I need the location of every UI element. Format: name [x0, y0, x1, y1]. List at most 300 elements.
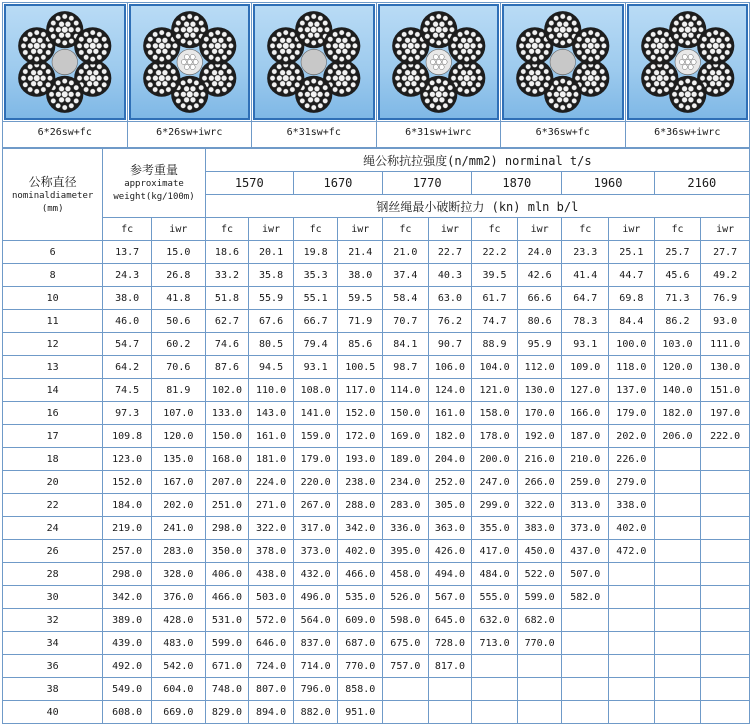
diameter-cell: 34: [3, 632, 103, 655]
weight-cell: 24.3: [103, 264, 152, 287]
breaking-load-cell: 598.0: [383, 609, 429, 632]
weight-cell: 483.0: [151, 632, 205, 655]
breaking-load-cell: 238.0: [338, 471, 383, 494]
weight-cell: 389.0: [103, 609, 152, 632]
breaking-load-cell: 62.7: [205, 310, 249, 333]
diameter-cell: 32: [3, 609, 103, 632]
weight-cell: 376.0: [151, 586, 205, 609]
breaking-load-cell: [609, 701, 655, 724]
breaking-load-cell: 526.0: [383, 586, 429, 609]
breaking-load-cell: [701, 494, 750, 517]
breaking-load-cell: 406.0: [205, 563, 249, 586]
breaking-load-cell: 770.0: [338, 655, 383, 678]
breaking-load-cell: 79.4: [293, 333, 338, 356]
breaking-load-cell: [562, 609, 609, 632]
table-row: [3, 241, 750, 264]
breaking-load-cell: 112.0: [517, 356, 562, 379]
breaking-load-cell: 179.0: [609, 402, 655, 425]
weight-cell: 428.0: [151, 609, 205, 632]
breaking-load-cell: 33.2: [205, 264, 249, 287]
breaking-load-cell: [654, 655, 701, 678]
breaking-load-cell: 216.0: [517, 448, 562, 471]
breaking-load-cell: 42.6: [517, 264, 562, 287]
breaking-load-cell: 27.7: [701, 241, 750, 264]
breaking-load-cell: 181.0: [249, 448, 294, 471]
table-row: [3, 701, 750, 724]
breaking-load-cell: 59.5: [338, 287, 383, 310]
breaking-load-cell: 45.6: [654, 264, 701, 287]
breaking-load-cell: 78.3: [562, 310, 609, 333]
breaking-load-cell: 70.7: [383, 310, 429, 333]
diameter-cell: 38: [3, 678, 103, 701]
weight-cell: 257.0: [103, 540, 152, 563]
breaking-load-cell: [609, 678, 655, 701]
grade-header: 1870: [472, 172, 562, 195]
breaking-load-cell: [701, 632, 750, 655]
breaking-load-cell: 796.0: [293, 678, 338, 701]
breaking-load-cell: 202.0: [609, 425, 655, 448]
breaking-load-cell: 210.0: [562, 448, 609, 471]
weight-cell: 109.8: [103, 425, 152, 448]
breaking-load-cell: 76.9: [701, 287, 750, 310]
breaking-load-cell: 170.0: [517, 402, 562, 425]
breaking-load-cell: 94.5: [249, 356, 294, 379]
breaking-load-cell: 507.0: [562, 563, 609, 586]
grade-header: 1670: [293, 172, 382, 195]
weight-cell: 120.0: [151, 425, 205, 448]
diameter-unit: (mm): [41, 203, 64, 214]
weight-cell: 342.0: [103, 586, 152, 609]
breaking-load-cell: 645.0: [428, 609, 472, 632]
grade-header: 2160: [654, 172, 749, 195]
breaking-load-cell: 322.0: [249, 517, 294, 540]
breaking-load-cell: 200.0: [472, 448, 518, 471]
weight-cell: 26.8: [151, 264, 205, 287]
weight-cell: 219.0: [103, 517, 152, 540]
breaking-load-cell: 395.0: [383, 540, 429, 563]
breaking-load-cell: 338.0: [609, 494, 655, 517]
breaking-load-cell: 151.0: [701, 379, 750, 402]
breaking-load-cell: 88.9: [472, 333, 518, 356]
core-type-header: iwr: [151, 218, 205, 241]
breaking-load-cell: 858.0: [338, 678, 383, 701]
diameter-cell: 13: [3, 356, 103, 379]
core-type-header: iwr: [609, 218, 655, 241]
breaking-load-cell: 22.7: [428, 241, 472, 264]
breaking-load-cell: 322.0: [517, 494, 562, 517]
rope-figure-cell: [127, 3, 252, 148]
table-row: [3, 632, 750, 655]
breaking-load-cell: 458.0: [383, 563, 429, 586]
breaking-load-cell: 93.0: [701, 310, 750, 333]
rope-figure-caption: 6*26sw+iwrc: [128, 121, 252, 145]
table-row: [3, 356, 750, 379]
weight-cell: 46.0: [103, 310, 152, 333]
breaking-load-cell: 599.0: [205, 632, 249, 655]
breaking-load-cell: 687.0: [338, 632, 383, 655]
breaking-load-cell: 437.0: [562, 540, 609, 563]
core-type-header: iwr: [249, 218, 294, 241]
breaking-load-cell: 168.0: [205, 448, 249, 471]
rope-figure-caption: 6*26sw+fc: [3, 121, 127, 145]
breaking-load-cell: [701, 701, 750, 724]
breaking-load-cell: 675.0: [383, 632, 429, 655]
breaking-load-cell: 770.0: [517, 632, 562, 655]
weight-cell: 608.0: [103, 701, 152, 724]
diameter-cell: 6: [3, 241, 103, 264]
breaking-load-cell: 383.0: [517, 517, 562, 540]
breaking-load-cell: 71.3: [654, 287, 701, 310]
breaking-load-cell: 80.5: [249, 333, 294, 356]
breaking-load-cell: 572.0: [249, 609, 294, 632]
core-type-header: fc: [383, 218, 429, 241]
breaking-load-cell: 251.0: [205, 494, 249, 517]
breaking-load-cell: 807.0: [249, 678, 294, 701]
table-row: [3, 655, 750, 678]
weight-cell: 135.0: [151, 448, 205, 471]
rope-6x26-iwrc-icon: [129, 4, 251, 120]
diameter-cell: 12: [3, 333, 103, 356]
breaking-load-cell: 159.0: [293, 425, 338, 448]
breaking-load-cell: 417.0: [472, 540, 518, 563]
weight-cell: 81.9: [151, 379, 205, 402]
diameter-cell: 24: [3, 517, 103, 540]
weight-cell: 97.3: [103, 402, 152, 425]
breaking-load-cell: 35.3: [293, 264, 338, 287]
breaking-load-cell: 141.0: [293, 402, 338, 425]
breaking-load-cell: 25.7: [654, 241, 701, 264]
breaking-load-cell: 564.0: [293, 609, 338, 632]
breaking-load-cell: [654, 701, 701, 724]
breaking-load-cell: 252.0: [428, 471, 472, 494]
breaking-load-cell: 222.0: [701, 425, 750, 448]
breaking-load-cell: 120.0: [654, 356, 701, 379]
breaking-load-cell: 66.7: [293, 310, 338, 333]
breaking-load-cell: 220.0: [293, 471, 338, 494]
rope-6x31-fc-icon: [253, 4, 375, 120]
breaking-load-cell: 373.0: [562, 517, 609, 540]
diameter-cell: 36: [3, 655, 103, 678]
breaking-load-cell: 150.0: [205, 425, 249, 448]
breaking-load-cell: [654, 586, 701, 609]
breaking-load-cell: 336.0: [383, 517, 429, 540]
rope-figure-cell: [376, 3, 501, 148]
rope-figure-caption: 6*36sw+fc: [501, 121, 625, 145]
breaking-load-cell: 39.5: [472, 264, 518, 287]
breaking-load-cell: 204.0: [428, 448, 472, 471]
breaking-load-cell: [654, 448, 701, 471]
breaking-load-cell: 44.7: [609, 264, 655, 287]
rope-6x26-fc-icon: [4, 4, 126, 120]
breaking-load-cell: 166.0: [562, 402, 609, 425]
diameter-cell: 8: [3, 264, 103, 287]
breaking-load-cell: 74.7: [472, 310, 518, 333]
breaking-load-cell: 728.0: [428, 632, 472, 655]
diameter-cn: 公称直径: [28, 174, 77, 189]
breaking-load-cell: 466.0: [205, 586, 249, 609]
breaking-load-cell: 100.0: [609, 333, 655, 356]
breaking-load-cell: [701, 471, 750, 494]
breaking-load-cell: 24.0: [517, 241, 562, 264]
breaking-load-cell: 609.0: [338, 609, 383, 632]
breaking-load-cell: 93.1: [293, 356, 338, 379]
rope-figure-caption: 6*31sw+fc: [252, 121, 376, 145]
breaking-load-cell: [654, 540, 701, 563]
weight-cell: 241.0: [151, 517, 205, 540]
breaking-load-cell: 85.6: [338, 333, 383, 356]
breaking-load-cell: 74.6: [205, 333, 249, 356]
breaking-load-cell: 55.9: [249, 287, 294, 310]
breaking-load-cell: 426.0: [428, 540, 472, 563]
table-row: [3, 609, 750, 632]
weight-cell: 202.0: [151, 494, 205, 517]
breaking-load-cell: 117.0: [338, 379, 383, 402]
breaking-load-cell: 106.0: [428, 356, 472, 379]
breaking-load-cell: 58.4: [383, 287, 429, 310]
breaking-load-cell: 49.2: [701, 264, 750, 287]
weight-cell: 54.7: [103, 333, 152, 356]
core-type-header: iwr: [428, 218, 472, 241]
breaking-load-cell: 21.4: [338, 241, 383, 264]
breaking-load-cell: 98.7: [383, 356, 429, 379]
breaking-load-cell: 22.2: [472, 241, 518, 264]
weight-cell: 70.6: [151, 356, 205, 379]
breaking-load-cell: 93.1: [562, 333, 609, 356]
weight-cell: 60.2: [151, 333, 205, 356]
breaking-load-cell: 837.0: [293, 632, 338, 655]
breaking-load-cell: 582.0: [562, 586, 609, 609]
breaking-load-cell: 67.6: [249, 310, 294, 333]
breaking-load-cell: 350.0: [205, 540, 249, 563]
rope-6x31-iwrc-icon: [378, 4, 500, 120]
breaking-load-cell: 450.0: [517, 540, 562, 563]
breaking-load-cell: 35.8: [249, 264, 294, 287]
breaking-load-cell: 951.0: [338, 701, 383, 724]
table-row: [3, 448, 750, 471]
rope-figure-caption: 6*36sw+iwrc: [626, 121, 750, 145]
breaking-load-cell: 87.6: [205, 356, 249, 379]
breaking-load-cell: 206.0: [654, 425, 701, 448]
rope-figure-cell: [625, 3, 750, 148]
weight-cell: 184.0: [103, 494, 152, 517]
breaking-load-cell: [654, 609, 701, 632]
breaking-load-cell: [428, 701, 472, 724]
breaking-load-cell: 51.8: [205, 287, 249, 310]
breaking-load-cell: 363.0: [428, 517, 472, 540]
core-type-header: iwr: [338, 218, 383, 241]
weight-cell: 38.0: [103, 287, 152, 310]
breaking-load-cell: 342.0: [338, 517, 383, 540]
breaking-load-cell: [428, 678, 472, 701]
table-row: [3, 517, 750, 540]
breaking-load-cell: 95.9: [517, 333, 562, 356]
breaking-load-cell: [472, 701, 518, 724]
breaking-load-cell: 84.1: [383, 333, 429, 356]
diameter-cell: 18: [3, 448, 103, 471]
weight-cell: 549.0: [103, 678, 152, 701]
breaking-header: 钢丝绳最小破断拉力 (kn) mln b/l: [205, 195, 749, 218]
breaking-load-cell: [609, 655, 655, 678]
breaking-load-cell: 66.6: [517, 287, 562, 310]
diameter-cell: 28: [3, 563, 103, 586]
breaking-load-cell: 100.5: [338, 356, 383, 379]
breaking-load-cell: 169.0: [383, 425, 429, 448]
breaking-load-table: [2, 148, 750, 724]
breaking-load-cell: 317.0: [293, 517, 338, 540]
breaking-load-cell: 192.0: [517, 425, 562, 448]
weight-cell: 152.0: [103, 471, 152, 494]
core-type-header: fc: [562, 218, 609, 241]
breaking-load-cell: 829.0: [205, 701, 249, 724]
breaking-load-cell: 894.0: [249, 701, 294, 724]
breaking-load-cell: 41.4: [562, 264, 609, 287]
breaking-load-cell: 179.0: [293, 448, 338, 471]
breaking-load-cell: [383, 701, 429, 724]
breaking-load-cell: 882.0: [293, 701, 338, 724]
rope-figure-caption: 6*31sw+iwrc: [377, 121, 501, 145]
weight-cell: 41.8: [151, 287, 205, 310]
diameter-cell: 14: [3, 379, 103, 402]
breaking-load-cell: 535.0: [338, 586, 383, 609]
breaking-load-cell: 133.0: [205, 402, 249, 425]
breaking-load-cell: 161.0: [249, 425, 294, 448]
rope-6x36-fc-icon: [502, 4, 624, 120]
grade-header: 1770: [383, 172, 472, 195]
breaking-load-cell: [609, 586, 655, 609]
breaking-load-cell: [517, 678, 562, 701]
breaking-load-cell: 555.0: [472, 586, 518, 609]
breaking-load-cell: 671.0: [205, 655, 249, 678]
diameter-cell: 30: [3, 586, 103, 609]
breaking-load-cell: 18.6: [205, 241, 249, 264]
table-row: [3, 379, 750, 402]
breaking-load-cell: 724.0: [249, 655, 294, 678]
breaking-load-cell: 402.0: [338, 540, 383, 563]
breaking-load-cell: 503.0: [249, 586, 294, 609]
breaking-load-cell: [517, 655, 562, 678]
breaking-load-cell: 124.0: [428, 379, 472, 402]
breaking-load-cell: 305.0: [428, 494, 472, 517]
breaking-load-cell: 438.0: [249, 563, 294, 586]
core-type-header: fc: [472, 218, 518, 241]
breaking-load-cell: 109.0: [562, 356, 609, 379]
breaking-load-cell: 567.0: [428, 586, 472, 609]
breaking-load-cell: 484.0: [472, 563, 518, 586]
breaking-load-cell: [701, 586, 750, 609]
breaking-load-cell: 259.0: [562, 471, 609, 494]
breaking-load-cell: [701, 678, 750, 701]
breaking-load-cell: 432.0: [293, 563, 338, 586]
weight-en: approximate: [124, 179, 184, 189]
breaking-load-cell: 373.0: [293, 540, 338, 563]
weight-cell: 542.0: [151, 655, 205, 678]
breaking-load-cell: 197.0: [701, 402, 750, 425]
breaking-load-cell: [701, 563, 750, 586]
grade-header: 1570: [205, 172, 293, 195]
breaking-load-cell: [562, 632, 609, 655]
rope-figure-cell: [501, 3, 626, 148]
breaking-load-cell: 466.0: [338, 563, 383, 586]
breaking-load-cell: 193.0: [338, 448, 383, 471]
breaking-load-cell: 182.0: [654, 402, 701, 425]
breaking-load-cell: [654, 632, 701, 655]
weight-cell: 328.0: [151, 563, 205, 586]
breaking-load-cell: 150.0: [383, 402, 429, 425]
weight-cell: 74.5: [103, 379, 152, 402]
weight-cell: 604.0: [151, 678, 205, 701]
breaking-load-cell: 187.0: [562, 425, 609, 448]
breaking-load-cell: [609, 632, 655, 655]
breaking-load-cell: 714.0: [293, 655, 338, 678]
breaking-load-cell: 37.4: [383, 264, 429, 287]
rope-figure-cell: [3, 3, 128, 148]
breaking-load-cell: 121.0: [472, 379, 518, 402]
breaking-load-cell: [383, 678, 429, 701]
breaking-load-cell: 266.0: [517, 471, 562, 494]
breaking-load-cell: 207.0: [205, 471, 249, 494]
breaking-load-cell: [701, 655, 750, 678]
breaking-load-cell: 118.0: [609, 356, 655, 379]
core-type-header: fc: [205, 218, 249, 241]
weight-cn: 参考重量: [130, 163, 179, 177]
breaking-load-cell: [654, 517, 701, 540]
breaking-load-cell: 76.2: [428, 310, 472, 333]
rope-6x36-iwrc-icon: [627, 4, 749, 120]
diameter-cell: 10: [3, 287, 103, 310]
breaking-load-cell: 127.0: [562, 379, 609, 402]
diameter-cell: 40: [3, 701, 103, 724]
breaking-load-cell: [701, 448, 750, 471]
breaking-load-cell: [654, 494, 701, 517]
breaking-load-cell: 103.0: [654, 333, 701, 356]
breaking-load-cell: 378.0: [249, 540, 294, 563]
breaking-load-cell: [472, 655, 518, 678]
breaking-load-cell: 61.7: [472, 287, 518, 310]
table-row: [3, 425, 750, 448]
breaking-load-cell: 748.0: [205, 678, 249, 701]
diameter-cell: 17: [3, 425, 103, 448]
breaking-load-cell: 110.0: [249, 379, 294, 402]
weight-cell: 283.0: [151, 540, 205, 563]
breaking-load-cell: 267.0: [293, 494, 338, 517]
breaking-load-cell: 713.0: [472, 632, 518, 655]
diameter-cell: 16: [3, 402, 103, 425]
breaking-load-cell: [472, 678, 518, 701]
table-row: [3, 264, 750, 287]
diameter-en: nominaldiameter: [12, 190, 94, 201]
table-row: [3, 678, 750, 701]
breaking-load-cell: 143.0: [249, 402, 294, 425]
breaking-load-cell: 496.0: [293, 586, 338, 609]
diameter-cell: 22: [3, 494, 103, 517]
weight-cell: 107.0: [151, 402, 205, 425]
breaking-load-cell: 19.8: [293, 241, 338, 264]
diameter-cell: 20: [3, 471, 103, 494]
breaking-load-cell: 38.0: [338, 264, 383, 287]
table-row: [3, 471, 750, 494]
breaking-load-cell: 64.7: [562, 287, 609, 310]
breaking-load-cell: 102.0: [205, 379, 249, 402]
table-row: [3, 310, 750, 333]
strength-header: 绳公称抗拉强度(n/mm2) norminal t/s: [205, 149, 749, 172]
breaking-load-cell: 90.7: [428, 333, 472, 356]
breaking-load-cell: 402.0: [609, 517, 655, 540]
diameter-header: [3, 149, 103, 241]
breaking-load-cell: 140.0: [654, 379, 701, 402]
weight-cell: 50.6: [151, 310, 205, 333]
breaking-load-cell: 86.2: [654, 310, 701, 333]
breaking-load-cell: 63.0: [428, 287, 472, 310]
